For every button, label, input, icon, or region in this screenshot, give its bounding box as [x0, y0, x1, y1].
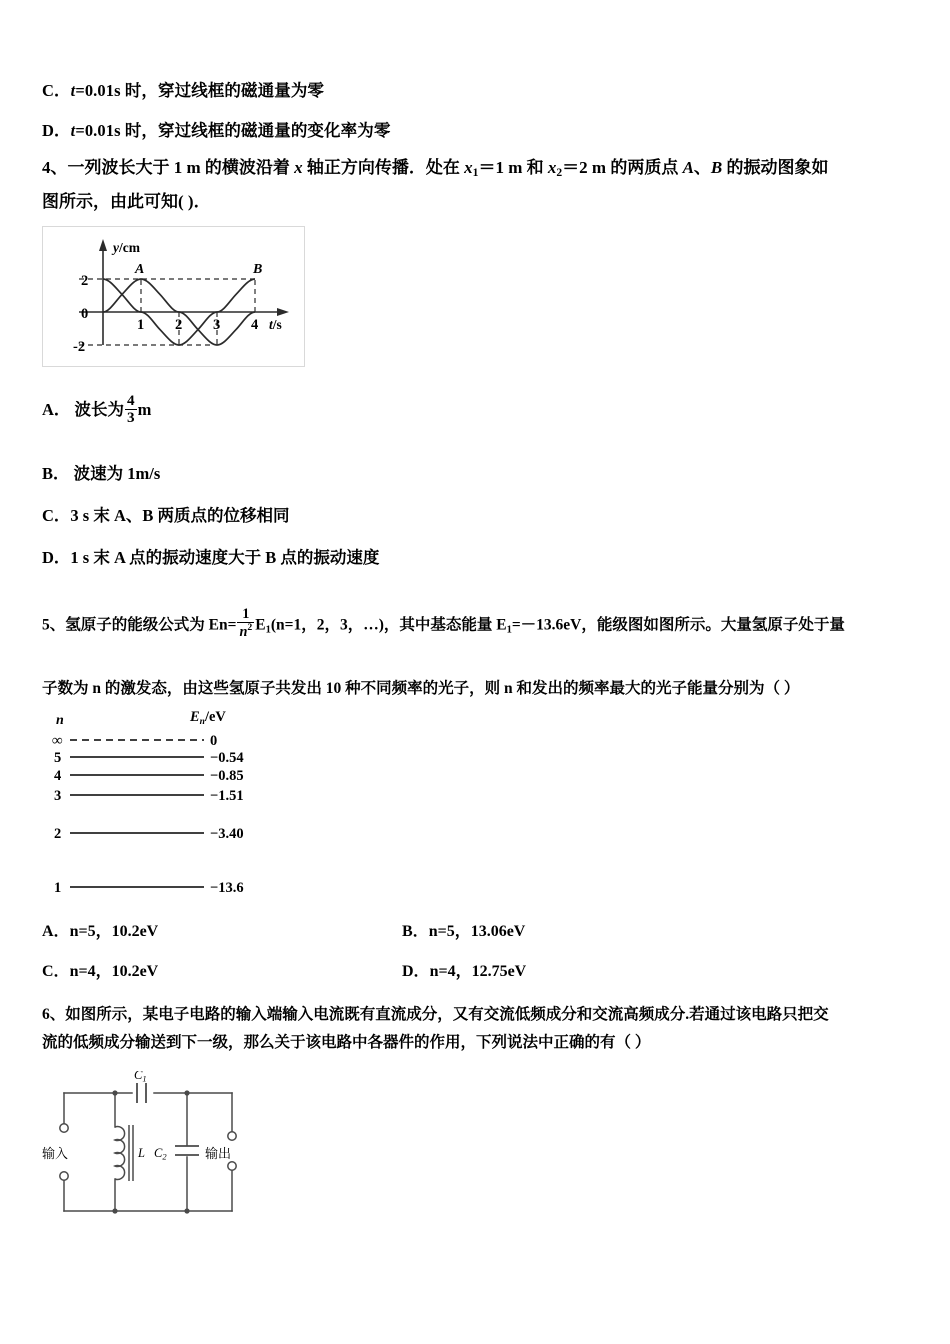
question-4-stem: [42, 151, 918, 218]
xtick-3: 3: [213, 317, 221, 334]
level-energy-inf: 0: [210, 733, 218, 750]
q5-option-a-text: n=5，10.2eV: [69, 923, 159, 941]
y-axis-arrow: [99, 239, 107, 251]
c1-label: $C_1$: [134, 1071, 147, 1084]
question-4-text-2: 轴正方向传播．处在: [302, 158, 465, 178]
xtick-2: 2: [175, 317, 183, 334]
q5-den-exp: 2: [247, 621, 253, 633]
question-4-text-1: 一列波长大于 1 m 的横波沿着: [67, 158, 295, 178]
option-a-post: m: [137, 400, 152, 420]
wave-graph-svg: [43, 227, 304, 366]
level-energy-5: −0.54: [210, 750, 244, 767]
option-a-label: A．: [42, 400, 71, 420]
xtick-1: 1: [137, 317, 145, 334]
question-5-options: [42, 918, 918, 981]
q5-fraction-numerator: 1: [242, 606, 250, 623]
junction-top-left: [112, 1091, 117, 1096]
level-label-3: 3: [54, 788, 62, 805]
y-axis-label: y/cm: [113, 240, 140, 256]
option-c-var: t: [70, 81, 76, 100]
question-5-text-b-sub: 1: [265, 624, 271, 636]
q5-option-a: [42, 918, 402, 941]
question-6-stem-line2: 流的低频成分输送到下一级，那么关于该电路中各器件的作用，下列说法中正确的有（ ）: [42, 1034, 651, 1052]
question-4-point-a: A: [682, 158, 694, 178]
output-label: 输出: [205, 1146, 232, 1162]
question-4-var-x1: x: [464, 158, 473, 178]
q5-option-b-text: n=5，13.06eV: [428, 923, 526, 941]
level-energy-2: −3.40: [210, 826, 244, 843]
question-6-text-1: 如图所示，某电子电路的输入端输入电流既有直流成分，又有交流低频成分和交流高频成分.若通过该电路只把交: [65, 1006, 829, 1024]
x-axis-label: t/s: [269, 317, 282, 333]
annotation-point-b: B: [253, 262, 263, 278]
option-b-text: 波速为 1m/s: [73, 464, 161, 484]
q5-option-c: [42, 958, 402, 981]
question-4-var-x2: x: [547, 158, 557, 178]
question-4-text-3: ＝1 m 和: [478, 158, 548, 178]
junction-bottom-left: [112, 1209, 117, 1214]
ytick-2: 2: [81, 273, 89, 290]
capacitor-c1-symbol: [137, 1083, 146, 1103]
circuit-diagram: [42, 1071, 282, 1231]
option-d-text: =0.01s 时，穿过线框的磁通量的变化率为零: [75, 120, 391, 140]
question-5-text-c: (n=1，2，3，…)，其中基态能量 E: [270, 616, 507, 634]
level-label-2: 2: [54, 826, 62, 843]
option-d-label: D．: [42, 120, 71, 140]
junction-bottom-right: [184, 1209, 189, 1214]
level-energy-4: −0.85: [210, 768, 244, 785]
xtick-4: 4: [251, 317, 259, 334]
question-5-text-b: E: [255, 616, 266, 634]
x-axis-arrow: [277, 308, 289, 316]
option-c-text2: 3 s 末 A、B 两质点的位移相同: [70, 505, 290, 525]
q5-option-b: [402, 918, 918, 941]
ytick-minus2: -2: [73, 339, 86, 356]
level-label-1: 1: [54, 880, 62, 897]
question-4-point-b: B: [710, 158, 723, 178]
option-c-label2: C．: [42, 505, 71, 525]
level-energy-3: −1.51: [210, 788, 244, 805]
option-c-label: C．: [42, 81, 71, 100]
input-terminal-top: [60, 1124, 68, 1132]
energy-header-n: n: [56, 713, 64, 729]
option-c-text: =0.01s 时，穿过线框的磁通量为零: [75, 81, 325, 100]
page-content: [42, 78, 918, 1231]
fraction-denominator: 3: [127, 408, 135, 426]
question-4-stem-line2: 图所示，由此可知( )．: [42, 191, 211, 211]
input-terminal-bottom: [60, 1172, 68, 1180]
question-4-option-a: [42, 393, 918, 425]
question-5-fraction: [237, 607, 254, 639]
level-label-inf: ∞: [52, 733, 63, 750]
option-a-fraction: [125, 393, 137, 425]
question-6-stem: [42, 1001, 918, 1029]
option-a-pre: 波长为: [74, 400, 125, 420]
energy-header-E: $E_n/eV$: [190, 710, 226, 728]
circuit-svg: [42, 1071, 282, 1231]
question-5-stem: [42, 607, 918, 640]
c2-label: $C_2$: [154, 1146, 167, 1162]
question-5-text-d: =－13.6eV，能级图如图所示。大量氢原子处于量: [511, 616, 845, 634]
output-terminal-top: [228, 1132, 236, 1140]
question-6-number: 6、: [42, 1006, 66, 1024]
question-4-option-c: [42, 504, 918, 529]
question-5-stem-line2: 子数为 n 的激发态，由这些氢原子共发出 10 种不同频率的光子，则 n 和发出的频率最大的光子能量分别为（ ）: [42, 679, 800, 697]
question-5-number: 5、: [42, 616, 66, 634]
q5-den-base: n: [239, 623, 248, 640]
level-label-5: 5: [54, 750, 62, 767]
option-d-label2: D．: [42, 547, 71, 567]
option-c-carryover: [42, 78, 918, 104]
q5-option-d-label: D．: [402, 963, 430, 981]
q5-option-a-label: A．: [42, 923, 70, 941]
question-4-option-b: [42, 462, 918, 487]
energy-level-diagram: [42, 710, 342, 910]
input-label: 输入: [42, 1146, 69, 1162]
junction-dots: [112, 1091, 189, 1214]
q5-fraction-denominator: [237, 622, 254, 639]
fraction-numerator: 4: [127, 392, 135, 410]
ytick-0: 0: [81, 306, 89, 323]
question-4-text-4: ＝2 m 的两质点: [562, 158, 683, 178]
junction-top-right: [184, 1091, 189, 1096]
q5-option-d: [402, 958, 918, 981]
option-d-var: t: [70, 120, 76, 140]
inductor-label: L: [138, 1146, 145, 1161]
option-b-label: B．: [42, 464, 70, 484]
level-label-4: 4: [54, 768, 62, 785]
question-4-var-x: x: [294, 158, 303, 178]
q5-option-d-text: n=4，12.75eV: [429, 963, 527, 981]
question-5-text-a: 氢原子的能级公式为 En=: [65, 616, 237, 634]
q5-option-b-label: B．: [402, 923, 429, 941]
energy-level-svg: [42, 710, 342, 910]
capacitor-c2-symbol: [175, 1146, 199, 1155]
level-energy-1: −13.6: [210, 880, 244, 897]
question-4-var-x1-sub: 1: [472, 166, 479, 180]
question-4-number: 4、: [42, 158, 68, 178]
question-4-text-5: 的振动图象如: [722, 158, 829, 178]
q5-option-c-text: n=4，10.2eV: [69, 963, 159, 981]
question-4-var-x2-sub: 2: [556, 166, 563, 180]
option-d-carryover: [42, 118, 918, 144]
question-5-text-c-sub: 1: [506, 624, 512, 636]
question-4-option-d: [42, 546, 918, 571]
output-terminal-bottom: [228, 1162, 236, 1170]
annotation-point-a: A: [135, 262, 145, 278]
inductor-symbol: [115, 1125, 133, 1181]
option-d-text2: 1 s 末 A 点的振动速度大于 B 点的振动速度: [70, 547, 380, 567]
question-4-dun: 、: [693, 158, 711, 178]
wave-graph-figure: [42, 226, 305, 367]
q5-option-c-label: C．: [42, 963, 70, 981]
